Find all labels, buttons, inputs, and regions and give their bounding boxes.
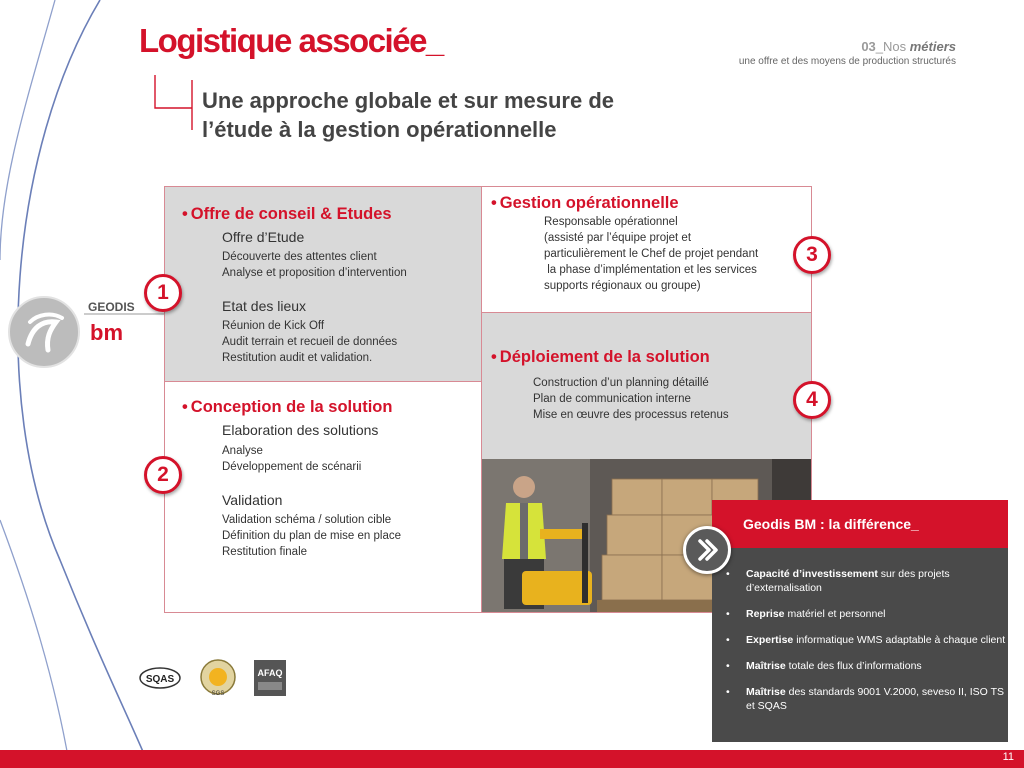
- cell-conception: [165, 381, 481, 612]
- gestion-line: particulièrement le Chef de projet pendant: [544, 248, 759, 260]
- conception-line: Définition du plan de mise en place: [222, 530, 402, 542]
- section-word: métiers: [909, 39, 956, 54]
- footer-bar: [0, 750, 1024, 768]
- deploiement-line: Plan de communication interne: [533, 393, 691, 405]
- conseil-heading: • Offre de conseil & Etudes: [182, 205, 392, 223]
- list-item: • Reprise matériel et personnel: [726, 607, 1006, 621]
- conseil-line: Découverte des attentes client: [222, 251, 377, 263]
- conception-heading: • Conception de la solution: [182, 398, 393, 416]
- page-subtitle: [202, 86, 614, 144]
- conception-line: Validation schéma / solution cible: [222, 514, 392, 526]
- deploiement-heading: • Déploiement de la solution: [491, 348, 710, 366]
- deploiement-line: Construction d’un planning détaillé: [533, 377, 709, 389]
- step-badge-4: 4: [793, 381, 831, 419]
- subtitle-line-1: Une approche globale et sur mesure de: [202, 88, 615, 113]
- conseil-line: Audit terrain et recueil de données: [222, 336, 398, 348]
- conception-line: Restitution finale: [222, 546, 308, 558]
- arrow-right-icon[interactable]: [683, 526, 731, 574]
- svg-text:SGS: SGS: [211, 691, 225, 697]
- geodis-logo-icon: [8, 292, 168, 372]
- cell-gestion: [481, 187, 811, 312]
- svg-text:GEODIS: GEODIS: [88, 300, 135, 314]
- step-badge-2: 2: [144, 456, 182, 494]
- conseil-line: Réunion de Kick Off: [222, 320, 325, 332]
- svg-text:AFAQ: AFAQ: [257, 668, 283, 678]
- conseil-sub1: Offre d’Etude: [222, 229, 305, 245]
- conseil-line: Restitution audit et validation.: [222, 352, 373, 364]
- deploiement-line: Mise en œuvre des processus retenus: [533, 409, 729, 421]
- cell-deploiement: [481, 312, 811, 459]
- section-tagline: une offre et des moyens de production structurés: [738, 56, 956, 67]
- svg-text:SQAS: SQAS: [145, 674, 175, 685]
- section-separator: _Nos: [875, 39, 910, 54]
- panel-title: Geodis BM : la différence_: [712, 500, 1008, 548]
- list-item: • Maîtrise totale des flux d’informations: [726, 659, 1006, 673]
- afaq-logo-icon: [254, 660, 286, 696]
- svg-text:bm: bm: [90, 320, 123, 345]
- conception-line: Analyse: [222, 445, 263, 457]
- difference-panel: [712, 500, 1008, 742]
- conception-sub1: Elaboration des solutions: [222, 422, 379, 438]
- step-badge-1: 1: [144, 274, 182, 312]
- gestion-line: la phase d’implémentation et les services: [544, 264, 757, 276]
- certification-logos: [138, 656, 298, 698]
- list-item: • Capacité d’investissement sur des projets d’externalisation: [726, 567, 1006, 595]
- section-header: [739, 39, 956, 69]
- conseil-sub2: Etat des lieux: [222, 298, 307, 314]
- sgs-logo-icon: [201, 660, 235, 697]
- gestion-heading: • Gestion opérationnelle: [491, 194, 679, 212]
- page-number: 11: [1002, 751, 1014, 763]
- page-title: Logistique associée_: [139, 22, 443, 59]
- difference-list: [726, 567, 1006, 725]
- gestion-line: (assisté par l’équipe projet et: [544, 232, 692, 244]
- conception-sub2: Validation: [222, 492, 283, 508]
- gestion-line: Responsable opérationnel: [544, 216, 678, 228]
- list-item: • Maîtrise des standards 9001 V.2000, seveso II, ISO TS et SQAS: [726, 685, 1006, 713]
- cell-conseil: [165, 187, 481, 381]
- sqas-logo-icon: [140, 668, 180, 688]
- gestion-line: supports régionaux ou groupe): [544, 280, 701, 292]
- subtitle-line-2: l’étude à la gestion opérationnelle: [202, 117, 557, 142]
- section-number: 03: [861, 39, 876, 54]
- step-badge-3: 3: [793, 236, 831, 274]
- conseil-line: Analyse et proposition d’intervention: [222, 267, 407, 279]
- conception-line: Développement de scénarii: [222, 461, 362, 473]
- list-item: • Expertise informatique WMS adaptable à chaque client: [726, 633, 1006, 647]
